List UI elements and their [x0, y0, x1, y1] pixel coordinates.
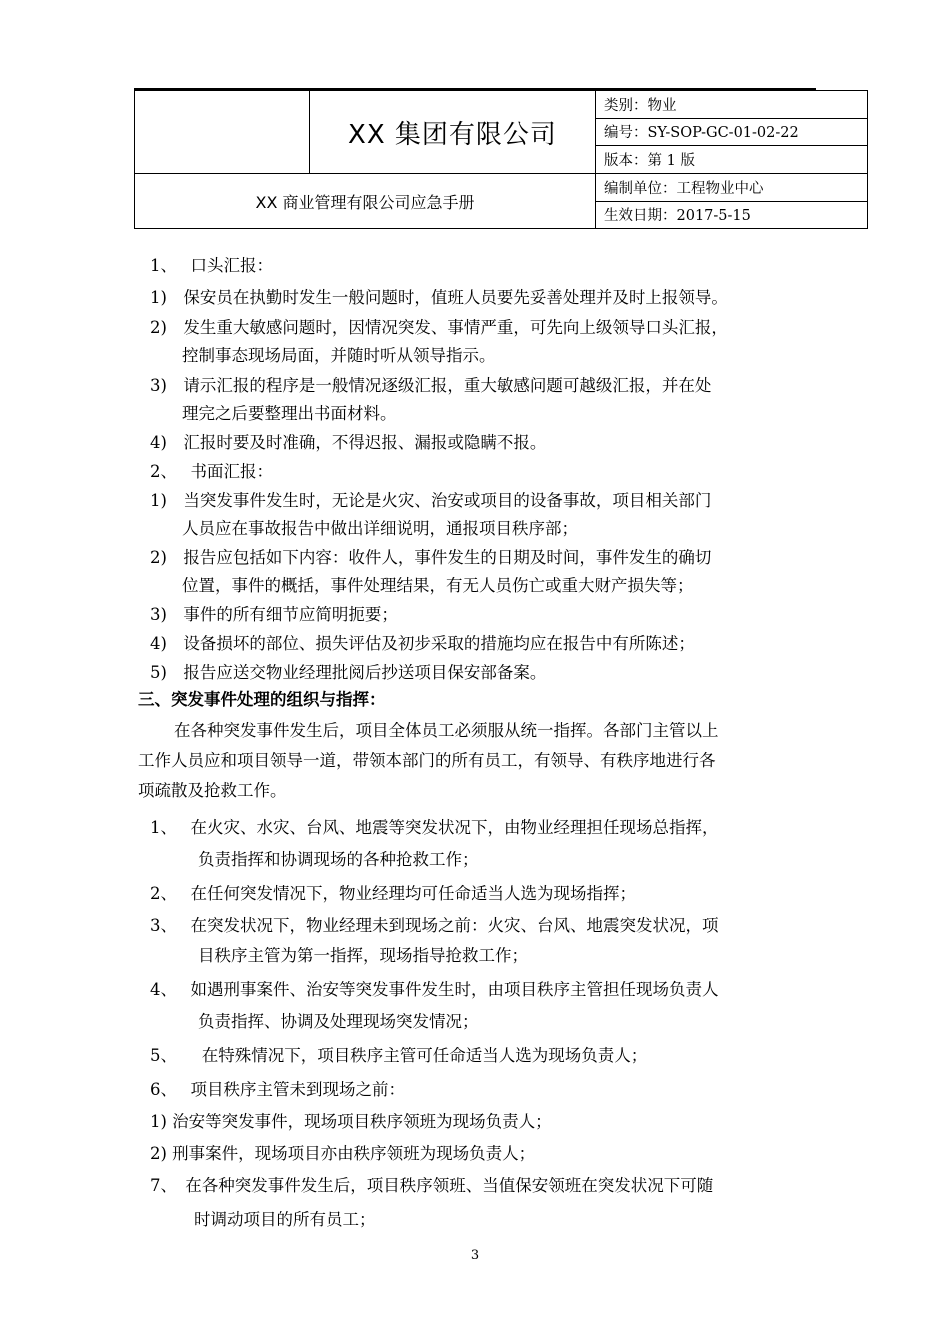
effective-date-field: 生效日期：2017-5-15: [596, 201, 868, 229]
document-code-field: 编号：SY-SOP-GC-01-02-22: [596, 118, 868, 146]
list-item-continuation: 位置，事件的概括，事件处理结果，有无人员伤亡或重大财产损失等；: [182, 576, 694, 595]
list-item: 6、 项目秩序主管未到现场之前：: [150, 1080, 405, 1099]
list-item: 1、 在火灾、水灾、台风、地震等突发状况下，由物业经理担任现场总指挥，: [150, 818, 719, 837]
list-item: 3、 在突发状况下，物业经理未到现场之前：火灾、台风、地震突发状况，项: [150, 916, 719, 935]
list-item: 5、 在特殊情况下，项目秩序主管可任命适当人选为现场负责人；: [150, 1046, 648, 1065]
company-name: XX 集团有限公司: [310, 91, 596, 174]
list-item-continuation: 控制事态现场局面，并随时听从领导指示。: [182, 346, 496, 365]
paragraph-line: 项疏散及抢救工作。: [138, 781, 287, 800]
list-item: 1) 保安员在执勤时发生一般问题时，值班人员要先妥善处理并及时上报领导。: [150, 288, 728, 307]
list-item-continuation: 负责指挥和协调现场的各种抢救工作；: [198, 850, 479, 869]
paragraph-line: 在各种突发事件发生后，项目全体员工必须服从统一指挥。各部门主管以上: [174, 721, 719, 740]
list-item: 2) 刑事案件，现场项目亦由秩序领班为现场负责人；: [150, 1144, 536, 1163]
category-field: 类别：物业: [596, 91, 868, 119]
section-heading-verbal-report: 1、 口头汇报：: [150, 256, 273, 275]
list-item: 1) 当突发事件发生时，无论是火灾、治安或项目的设备事故，项目相关部门: [150, 491, 712, 510]
document-header-table: [134, 90, 868, 229]
list-item-continuation: 时调动项目的所有员工；: [194, 1210, 376, 1229]
list-item: 3) 事件的所有细节应简明扼要；: [150, 605, 398, 624]
section-heading-written-report: 2、 书面汇报：: [150, 462, 273, 481]
list-item: 2) 发生重大敏感问题时，因情况突发、事情严重，可先向上级领导口头汇报，: [150, 318, 728, 337]
list-item-continuation: 负责指挥、协调及处理现场突发情况；: [198, 1012, 479, 1031]
list-item-continuation: 目秩序主管为第一指挥，现场指导抢救工作；: [198, 946, 528, 965]
list-item: 2) 报告应包括如下内容：收件人，事件发生的日期及时间，事件发生的确切: [150, 548, 712, 567]
logo-cell: [135, 91, 310, 174]
issuing-unit-field: 编制单位：工程物业中心: [596, 174, 868, 202]
list-item-continuation: 理完之后要整理出书面材料。: [182, 404, 397, 423]
list-item: 4) 设备损坏的部位、损失评估及初步采取的措施均应在报告中有所陈述；: [150, 634, 695, 653]
list-item: 3) 请示汇报的程序是一般情况逐级汇报，重大敏感问题可越级汇报，并在处: [150, 376, 712, 395]
list-item: 2、 在任何突发情况下，物业经理均可任命适当人选为现场指挥；: [150, 884, 636, 903]
section-heading-command: 三、突发事件处理的组织与指挥：: [138, 690, 386, 709]
page-number: 3: [470, 1248, 480, 1263]
list-item: 1) 治安等突发事件，现场项目秩序领班为现场负责人；: [150, 1112, 552, 1131]
list-item: 7、 在各种突发事件发生后，项目秩序领班、当值保安领班在突发状况下可随: [150, 1176, 714, 1195]
version-field: 版本：第 1 版: [596, 146, 868, 174]
list-item-continuation: 人员应在事故报告中做出详细说明，通报项目秩序部；: [182, 519, 578, 538]
list-item: 5) 报告应送交物业经理批阅后抄送项目保安部备案。: [150, 663, 547, 682]
list-item: 4) 汇报时要及时准确，不得迟报、漏报或隐瞒不报。: [150, 433, 547, 452]
paragraph-line: 工作人员应和项目领导一道，带领本部门的所有员工，有领导、有秩序地进行各: [138, 751, 716, 770]
manual-title: XX 商业管理有限公司应急手册: [135, 174, 596, 229]
list-item: 4、 如遇刑事案件、治安等突发事件发生时，由项目秩序主管担任现场负责人: [150, 980, 719, 999]
